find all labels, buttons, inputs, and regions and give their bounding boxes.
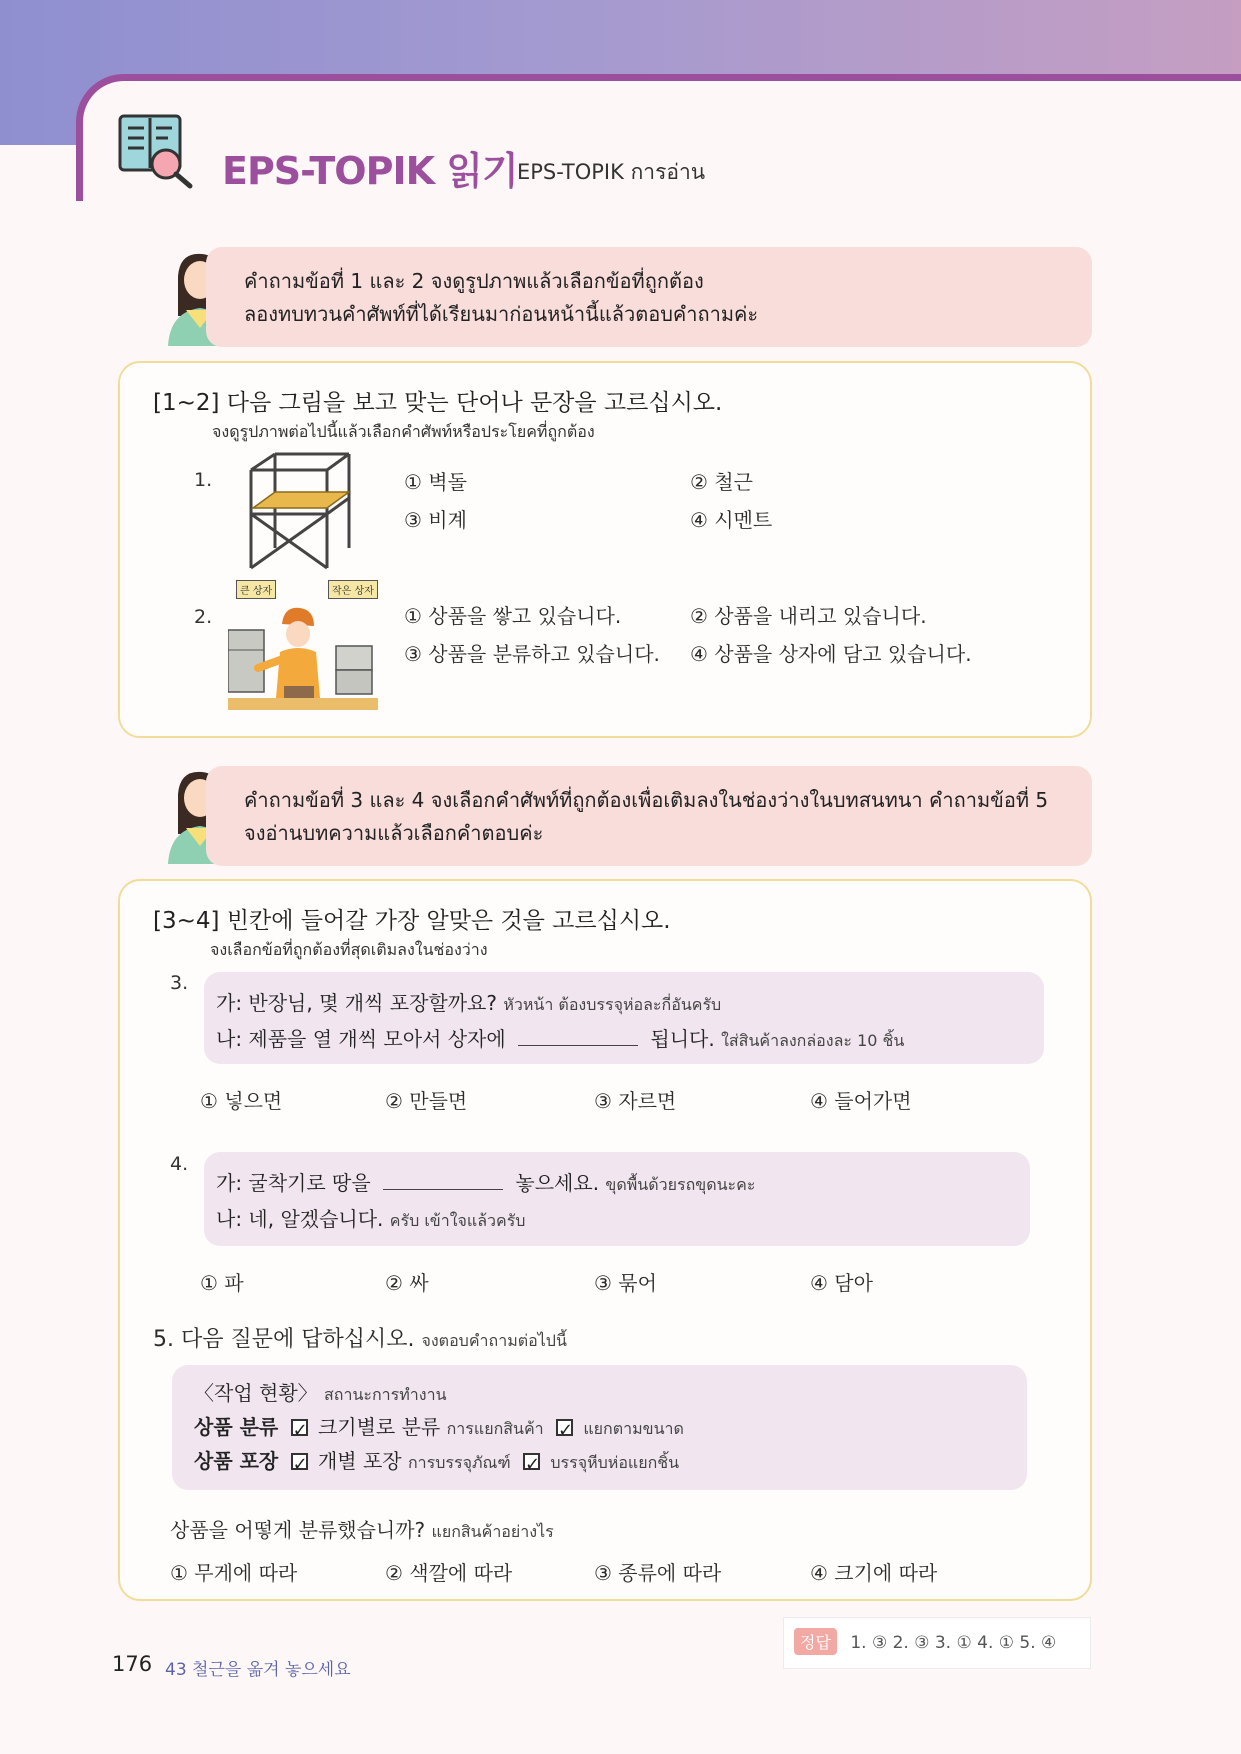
status-title-th: สถานะการทำงาน <box>324 1385 447 1404</box>
q1-option-1[interactable]: ① 벽돌 <box>404 470 467 494</box>
q5-option-4[interactable]: ④ 크기에 따라 <box>810 1561 938 1585</box>
q5-option-2[interactable]: ② 색깔에 따라 <box>385 1561 513 1585</box>
q3-line-b <box>216 1022 1032 1058</box>
q3-blank <box>518 1028 638 1046</box>
checkbox-checked-icon <box>556 1419 573 1436</box>
q2-option-4[interactable]: ④ 상품을 상자에 담고 있습니다. <box>690 642 972 666</box>
q4-line-a <box>216 1166 1018 1202</box>
sorting-worker-image <box>228 580 378 710</box>
status-title-text: 〈작업 현황〉 <box>194 1381 318 1405</box>
status-row2-label: 상품 포장 <box>194 1449 279 1473</box>
answer-key <box>783 1617 1091 1669</box>
answer-label: 정답 <box>794 1628 837 1655</box>
q5-option-3[interactable]: ③ 종류에 따라 <box>594 1561 722 1585</box>
q3-line-b-th: ใส่สินค้าลงกล่องละ 10 ชิ้น <box>721 1031 905 1050</box>
q3-dialog <box>204 972 1044 1064</box>
scaffold-image <box>245 452 355 570</box>
q2-option-3[interactable]: ③ 상품을 분류하고 있습니다. <box>404 642 660 666</box>
q5-heading-text: 5. 다음 질문에 답하십시오. <box>153 1327 415 1352</box>
sign-large-box: 큰 상자 <box>236 580 276 599</box>
q5-question-text: 상품을 어떻게 분류했습니까? <box>170 1518 426 1542</box>
status-row-2 <box>194 1445 1005 1479</box>
q4-line-b <box>216 1202 1018 1238</box>
q3-option-4[interactable]: ④ 들어가면 <box>810 1089 912 1113</box>
q4-number: 4. <box>170 1153 189 1175</box>
guide1-line2: ลองทบทวนคำศัพท์ที่ได้เรียนมาก่อนหน้านี้แล้วตอบคำถามค่ะ <box>244 302 759 326</box>
section1-heading-th: จงดูรูปภาพต่อไปนี้แล้วเลือกคำศัพท์หรือประโยคที่ถูกต้อง <box>212 422 595 441</box>
q4-option-1[interactable]: ① 파 <box>200 1271 244 1295</box>
status-row2-item1: 개별 포장 <box>317 1449 402 1473</box>
q3-line-a-text: 가: 반장님, 몇 개씩 포장할까요? <box>216 991 497 1015</box>
q1-number: 1. <box>194 469 213 491</box>
guide-bubble-1 <box>206 247 1092 347</box>
work-status-box <box>172 1365 1027 1490</box>
q3-line-a-th: หัวหน้า ต้องบรรจุห่อละกี่อันครับ <box>503 995 722 1014</box>
answer-values: 1. ③ 2. ③ 3. ① 4. ① 5. ④ <box>850 1633 1057 1653</box>
guide-bubble-2 <box>206 766 1092 866</box>
q4-line-b-text: 나: 네, 알겠습니다. <box>216 1207 384 1231</box>
q2-option-2[interactable]: ② 상품을 내리고 있습니다. <box>690 604 927 628</box>
q4-line-a-th: ขุดพื้นด้วยรถขุดนะคะ <box>605 1175 756 1194</box>
q5-question <box>170 1514 554 1545</box>
page-title: EPS-TOPIK 읽기 <box>222 149 518 193</box>
status-row2-item2-th: บรรจุหีบห่อแยกชิ้น <box>550 1453 680 1472</box>
status-row1-item1-th: การแยกสินค้า <box>446 1419 544 1438</box>
q5-option-1[interactable]: ① 무게에 따라 <box>170 1561 298 1585</box>
section2-heading-th: จงเลือกข้อที่ถูกต้องที่สุดเติมลงในช่องว่าง <box>210 940 488 959</box>
q5-heading <box>153 1322 567 1354</box>
page-number: 176 <box>112 1652 153 1676</box>
status-row1-item2-th: แยกตามขนาด <box>583 1419 684 1438</box>
q4-option-3[interactable]: ③ 묶어 <box>594 1271 657 1295</box>
status-row1-item1: 크기별로 분류 <box>317 1415 441 1439</box>
section2-heading: [3~4] 빈칸에 들어갈 가장 알맞은 것을 고르십시오. <box>153 908 671 934</box>
q3-option-2[interactable]: ② 만들면 <box>385 1089 468 1113</box>
q3-number: 3. <box>170 972 189 994</box>
section1-heading: [1~2] 다음 그림을 보고 맞는 단어나 문장을 고르십시오. <box>153 390 723 416</box>
q1-option-4[interactable]: ④ 시멘트 <box>690 508 773 532</box>
q3-option-3[interactable]: ③ 자르면 <box>594 1089 677 1113</box>
status-row2-item1-th: การบรรจุภัณฑ์ <box>407 1453 511 1472</box>
sign-small-box: 작은 상자 <box>328 580 378 599</box>
q4-line-b-th: ครับ เข้าใจแล้วครับ <box>389 1211 526 1230</box>
page-subtitle: EPS-TOPIK การอ่าน <box>517 160 706 184</box>
chapter-title: 43 철근을 옮겨 놓으세요 <box>165 1660 351 1680</box>
guide2-line2: จงอ่านบทความแล้วเลือกคำตอบค่ะ <box>244 821 544 845</box>
status-title <box>194 1377 1005 1411</box>
status-row1-label: 상품 분류 <box>194 1415 279 1439</box>
q1-option-2[interactable]: ② 철근 <box>690 470 753 494</box>
q4-option-2[interactable]: ② 싸 <box>385 1271 429 1295</box>
q3-line-a <box>216 986 1032 1022</box>
q4-line-a-pre: 가: 굴착기로 땅을 <box>216 1171 371 1195</box>
q2-number: 2. <box>194 606 213 628</box>
checkbox-checked-icon <box>291 1419 308 1436</box>
book-search-icon <box>118 112 196 190</box>
q1-option-3[interactable]: ③ 비계 <box>404 508 467 532</box>
status-row-1 <box>194 1411 1005 1445</box>
q4-line-a-post: 놓으세요. <box>515 1171 600 1195</box>
guide2-line1: คำถามข้อที่ 3 และ 4 จงเลือกคำศัพท์ที่ถูกต้องเพื่อเติมลงในช่องว่างในบทสนทนา คำถามข้อที่ 5 <box>244 788 1049 812</box>
guide1-line1: คำถามข้อที่ 1 และ 2 จงดูรูปภาพแล้วเลือกข้อที่ถูกต้อง <box>244 269 704 293</box>
q4-dialog <box>204 1152 1030 1246</box>
checkbox-checked-icon <box>291 1453 308 1470</box>
q3-option-1[interactable]: ① 넣으면 <box>200 1089 283 1113</box>
checkbox-checked-icon <box>523 1453 540 1470</box>
q4-blank <box>383 1172 503 1190</box>
q5-question-th: แยกสินค้าอย่างไร <box>431 1522 554 1541</box>
q3-line-b-pre: 나: 제품을 열 개씩 모아서 상자에 <box>216 1027 506 1051</box>
q5-heading-th: จงตอบคำถามต่อไปนี้ <box>421 1331 567 1350</box>
q4-option-4[interactable]: ④ 담아 <box>810 1271 873 1295</box>
q3-line-b-post: 됩니다. <box>650 1027 715 1051</box>
q2-option-1[interactable]: ① 상품을 쌓고 있습니다. <box>404 604 622 628</box>
